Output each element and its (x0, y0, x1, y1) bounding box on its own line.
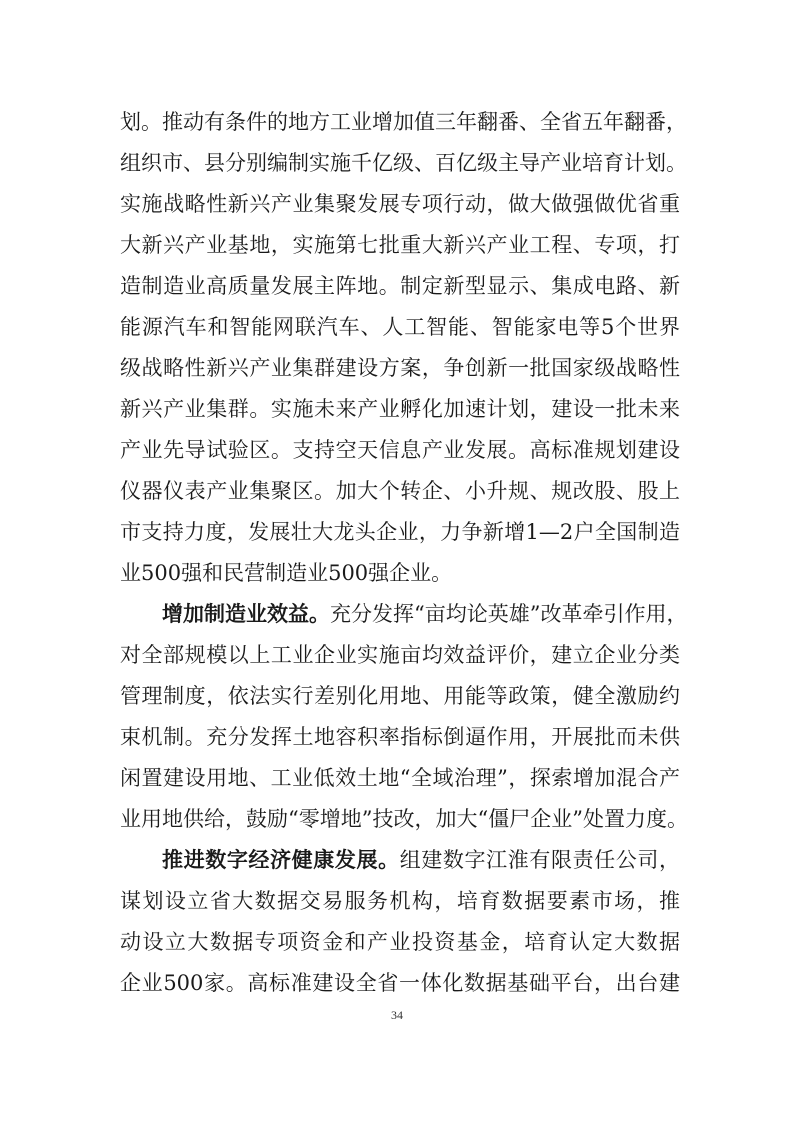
paragraph-heading: 推进数字经济健康发展。 (162, 848, 400, 872)
paragraph-heading: 增加制造业效益。 (162, 602, 330, 626)
text-line: 业500强和民营制造业500强企业。 (120, 561, 453, 585)
text-line: 造制造业高质量发展主阵地。制定新型显示、集成电路、新 (120, 274, 680, 298)
text-line: 动设立大数据专项资金和产业投资基金，培育认定大数据 (120, 930, 680, 954)
text-line: 谋划设立省大数据交易服务机构，培育数据要素市场，推 (120, 889, 680, 913)
text-line: 级战略性新兴产业集群建设方案，争创新一批国家级战略性 (120, 356, 680, 380)
text-line: 对全部规模以上工业企业实施亩均效益评价，建立企业分类 (120, 643, 680, 667)
paragraph-first-line (120, 594, 688, 635)
text-line: 产业先导试验区。支持空天信息产业发展。高标准规划建设 (120, 438, 680, 462)
paragraph-first-line (120, 840, 680, 881)
paragraph-manufacturing-efficiency (120, 594, 688, 840)
text-line: 市支持力度，发展壮大龙头企业，力争新增1—2户全国制造 (120, 520, 680, 544)
text-line: 能源汽车和智能网联汽车、人工智能、智能家电等5个世界 (120, 315, 680, 339)
text-line: 组织市、县分别编制实施千亿级、百亿级主导产业培育计划。 (120, 151, 687, 175)
paragraph-industrial-growth (120, 102, 687, 594)
text-line: 管理制度，依法实行差别化用地、用能等政策，健全激励约 (120, 684, 680, 708)
text-line: 企业500家。高标准建设全省一体化数据基础平台，出台建 (120, 971, 680, 995)
text-line: 仪器仪表产业集聚区。加大个转企、小升规、规改股、股上 (120, 479, 680, 503)
text-run: 充分发挥“亩均论英雄”改革牵引作用， (330, 602, 688, 626)
paragraph-digital-economy (120, 840, 680, 1004)
body-text (120, 102, 688, 1004)
text-line: 束机制。充分发挥土地容积率指标倒逼作用，开展批而未供 (120, 725, 680, 749)
text-line: 大新兴产业基地，实施第七批重大新兴产业工程、专项，打 (120, 233, 680, 257)
text-run: 组建数字江淮有限责任公司， (399, 848, 681, 872)
text-line: 新兴产业集群。实施未来产业孵化加速计划，建设一批未来 (120, 397, 680, 421)
text-line: 实施战略性新兴产业集聚发展专项行动，做大做强做优省重 (120, 192, 680, 216)
page-number: 34 (391, 1008, 403, 1022)
text-line: 业用地供给，鼓励“零增地”技改，加大“僵尸企业”处置力度。 (120, 807, 688, 831)
text-line: 划。推动有条件的地方工业增加值三年翻番、全省五年翻番， (120, 110, 687, 134)
text-line: 闲置建设用地、工业低效土地“全域治理”，探索增加混合产 (120, 766, 680, 790)
